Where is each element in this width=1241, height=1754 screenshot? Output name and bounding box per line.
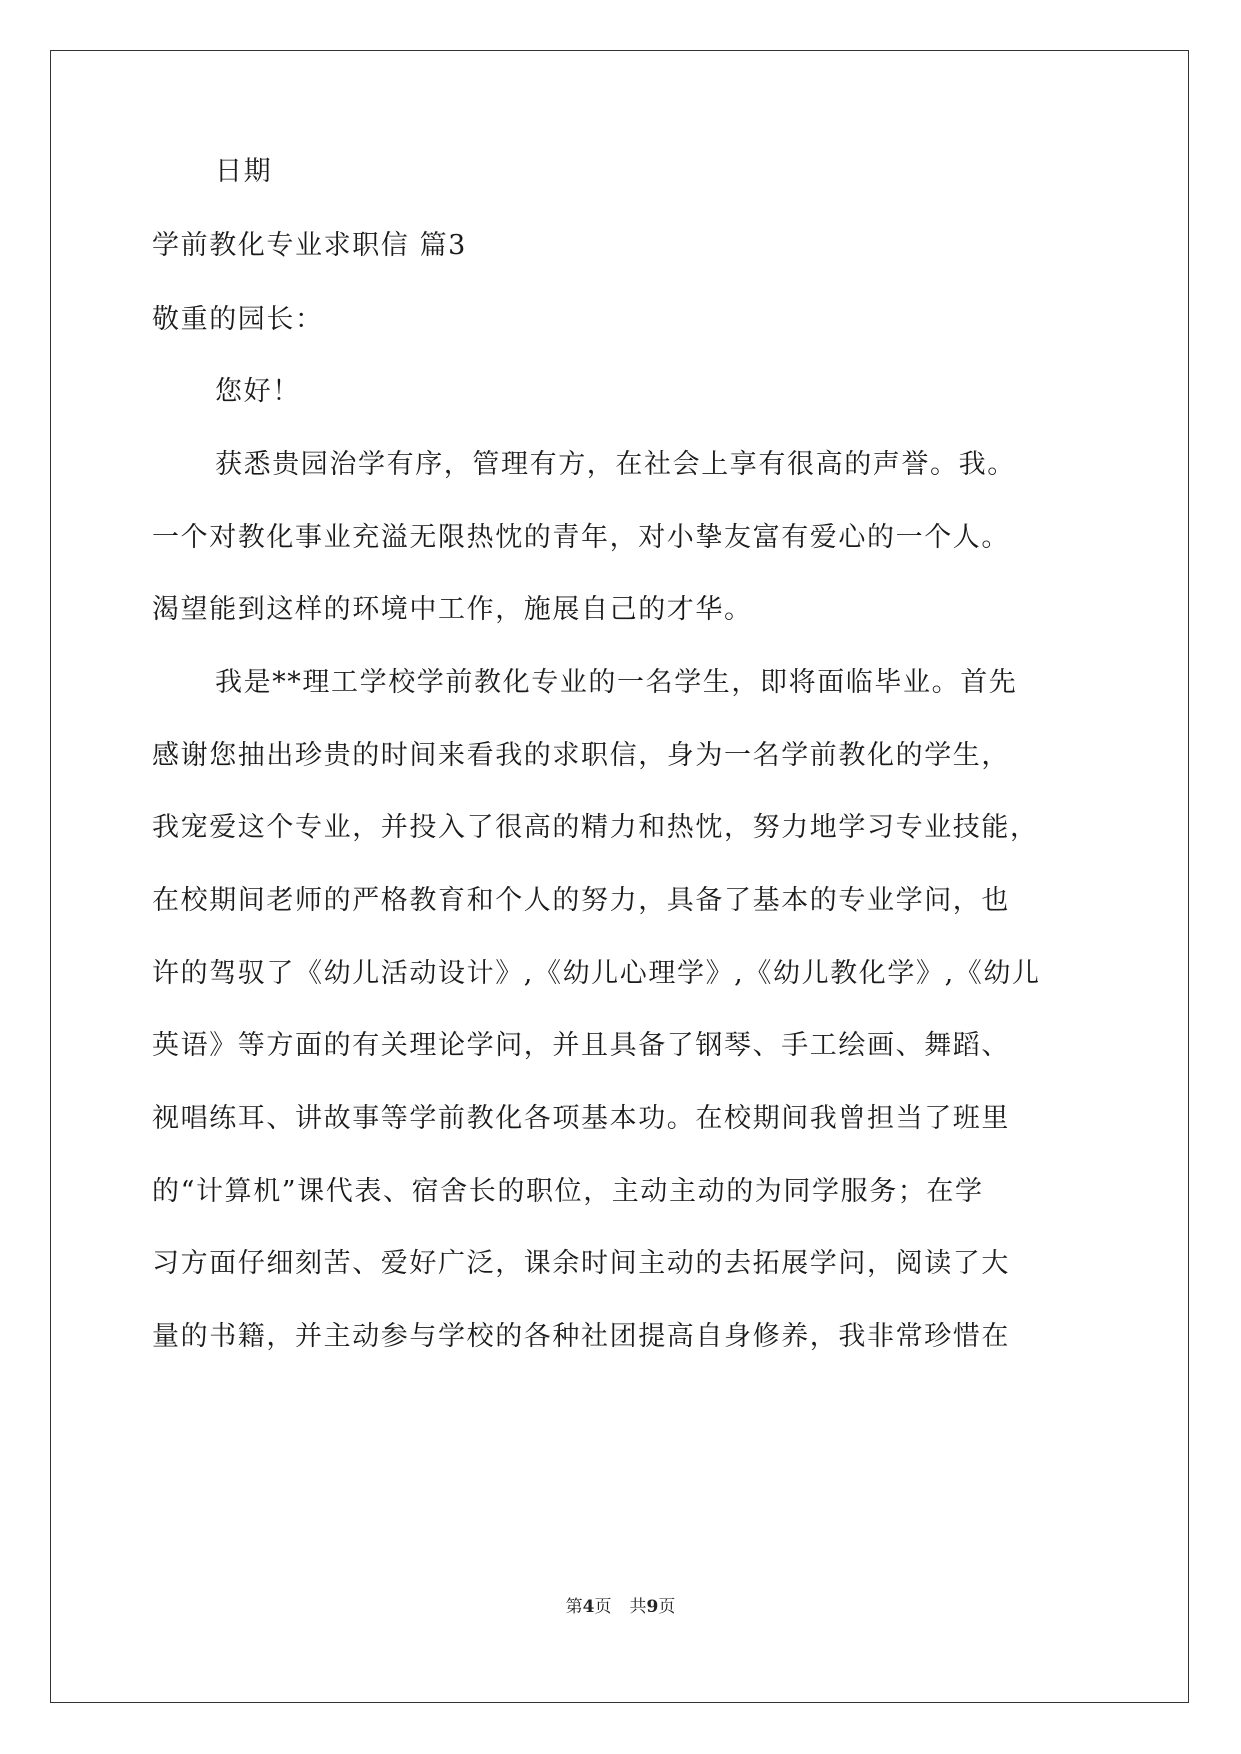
paragraph-2-line-10: 量的书籍，并主动参与学校的各种社团提高自身修养，我非常珍惜在: [152, 1321, 1010, 1352]
paragraph-2-line-2: 感谢您抽出珍贵的时间来看我的求职信，身为一名学前教化的学生，: [152, 740, 1010, 771]
page-footer: [0, 1596, 1241, 1618]
total-suffix: 页: [658, 1597, 676, 1617]
paragraph-1-line-3: 渴望能到这样的环境中工作，施展自己的才华。: [152, 594, 753, 625]
total-prefix: 共: [629, 1597, 647, 1617]
paragraph-2-line-8: 的“计算机”课代表、宿舍长的职位，主动主动的为同学服务；在学: [152, 1176, 984, 1207]
page-border: [50, 50, 1189, 1703]
paragraph-1-line-1: 获悉贵园治学有序，管理有方，在社会上享有很高的声誉。我。: [215, 449, 1016, 480]
page-suffix: 页: [594, 1597, 612, 1617]
page-prefix: 第: [565, 1597, 583, 1617]
paragraph-2-line-7: 视唱练耳、讲故事等学前教化各项基本功。在校期间我曾担当了班里: [152, 1103, 1010, 1134]
paragraph-2-line-4: 在校期间老师的严格教育和个人的努力，具备了基本的专业学问，也: [152, 885, 1010, 916]
salutation: 敬重的园长：: [152, 304, 324, 335]
section-title: 学前教化专业求职信 篇3: [152, 230, 467, 261]
date-label: 日期: [215, 156, 273, 187]
paragraph-1-line-2: 一个对教化事业充溢无限热忱的青年，对小挚友富有爱心的一个人。: [152, 522, 1010, 553]
paragraph-2-line-6: 英语》等方面的有关理论学问，并且具备了钢琴、手工绘画、舞蹈、: [152, 1030, 1010, 1061]
total-pages-number: 9: [646, 1597, 659, 1617]
current-page-number: 4: [582, 1597, 595, 1617]
paragraph-2-line-3: 我宠爱这个专业，并投入了很高的精力和热忱，努力地学习专业技能，: [152, 812, 1039, 843]
paragraph-2-line-5: 许的驾驭了《幼儿活动设计》,《幼儿心理学》,《幼儿教化学》,《幼儿: [152, 958, 1041, 989]
greeting: 您好！: [215, 376, 301, 407]
paragraph-2-line-9: 习方面仔细刻苦、爱好广泛，课余时间主动的去拓展学问，阅读了大: [152, 1248, 1010, 1279]
paragraph-2-line-1: 我是**理工学校学前教化专业的一名学生，即将面临毕业。首先: [215, 667, 1018, 698]
